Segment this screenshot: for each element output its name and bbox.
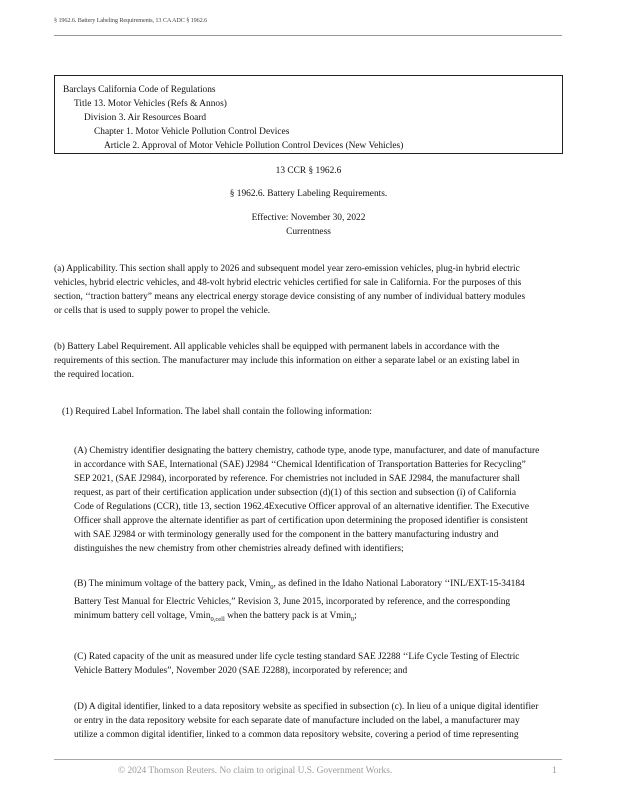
paragraph-line: minimum battery cell voltage, Vmin$_{0,cell}$ when the battery pack is at Vmin$_0$; [74,610,357,623]
copyright-notice: © 2024 Thomson Reuters. No claim to original U.S. Government Works. [118,766,393,776]
section-title: § 1962.6. Battery Labeling Requirements. [229,189,388,199]
paragraph-A [74,444,574,556]
paragraph-line: in accordance with SAE, International (SAE) J2984 ‘‘Chemical Identification of Transportation Batteries for Recycling” [74,460,526,470]
publisher-line: Barclays California Code of Regulations [63,85,216,95]
article-line[interactable]: Article 2. Approval of Motor Vehicle Pollution Control Devices (New Vehicles) [104,141,404,151]
paragraph-line: (a) Applicability. This section shall apply to 2026 and subsequent model year zero-emission vehicles, plug-in hybrid electric [54,264,520,274]
division-line[interactable]: Division 3. Air Resources Board [84,113,207,123]
paragraph-line: (D) A digital identifier, linked to a data repository website as specified in subsection (c). In lieu of a unique digital identifier [74,702,539,712]
paragraph-C [74,650,574,678]
title-line[interactable]: Title 13. Motor Vehicles (Refs & Annos) [74,99,227,109]
paragraph-b [54,340,566,382]
paragraph-line: requirements of this section. The manufacturer may include this information on either a separate label or an existing label in [54,356,520,366]
paragraph-line: (b) Battery Label Requirement. All applicable vehicles shall be equipped with permanent labels in accordance with the [54,342,500,352]
paragraph-D [74,700,574,742]
paragraph-line: vehicles, hybrid electric vehicles, and 48-volt hybrid electric vehicles certified for sale in California. For the purposes of this [54,278,522,288]
paragraph-b1 [62,405,574,419]
footer-divider [54,759,562,760]
paragraph-line: (A) Chemistry identifier designating the battery chemistry, cathode type, anode type, manufacturer, and date of manufacture [74,446,540,456]
header-divider [54,35,562,36]
paragraph-line: or cells that is used to supply power to propel the vehicle. [54,306,271,316]
paragraph-line: section, ‘‘traction battery” means any electrical energy storage device consisting of any number of individual battery modules [54,292,526,302]
paragraph-line: the required location. [54,370,134,380]
paragraph-line: or entry in the data repository website for each separate date of manufacture included on the label, a manufacturer may [74,716,520,726]
paragraph-a [54,262,566,318]
paragraph-line: request, as part of their certification application under subsection (d)(1) of this section and subsection (i) of California [74,488,517,498]
paragraph-B [74,577,574,627]
paragraph-line: Vehicle Battery Modules”, November 2020 (SAE J2288), incorporated by reference; and [74,666,408,676]
paragraph-line: (B) The minimum voltage of the battery pack, Vmin$_0$, as defined in the Idaho National Laboratory ‘‘INL/EXT-15-34184 [74,579,525,591]
hierarchy-box [54,75,563,154]
chapter-line[interactable]: Chapter 1. Motor Vehicle Pollution Control Devices [94,127,290,137]
paragraph-line: distinguishes the new chemistry from other chemistries already defined with identifiers; [74,544,404,554]
paragraph-line: SEP 2021, (SAE J2984), incorporated by reference. For chemistries not included in SAE J2984, the manufacturer shall [74,474,520,484]
effective-date: Effective: November 30, 2022 [251,213,366,223]
page-number: 1 [552,766,557,776]
citation: 13 CCR § 1962.6 [275,166,342,176]
paragraph-line: (C) Rated capacity of the unit as measured under life cycle testing standard SAE J2288 ‘‘Life Cycle Testing of Electric [74,652,520,662]
paragraph-line: Battery Test Manual for Electric Vehicles,” Revision 3, June 2015, incorporated by reference, and the corresponding [74,596,511,607]
currentness-link[interactable]: Currentness [286,227,331,237]
paragraph-line: (1) Required Label Information. The label shall contain the following information: [62,407,372,417]
paragraph-line: with SAE J2984 or with terminology generally used for the component in the battery manufacturing industry and [74,530,499,540]
running-header: § 1962.6. Battery Labeling Requirements, 13 CA ADC § 1962.6 [54,17,208,24]
paragraph-line: utilize a common digital identifier, linked to a common data repository website, covering a period of time representing [74,730,519,740]
paragraph-line: Code of Regulations (CCR), title 13, section 1962.4Executive Officer approval of an alternative identifier. The Executive [74,502,529,512]
paragraph-line: Officer shall approve the alternate identifier as part of certification upon determining the proposed identifier is consistent [74,516,528,526]
